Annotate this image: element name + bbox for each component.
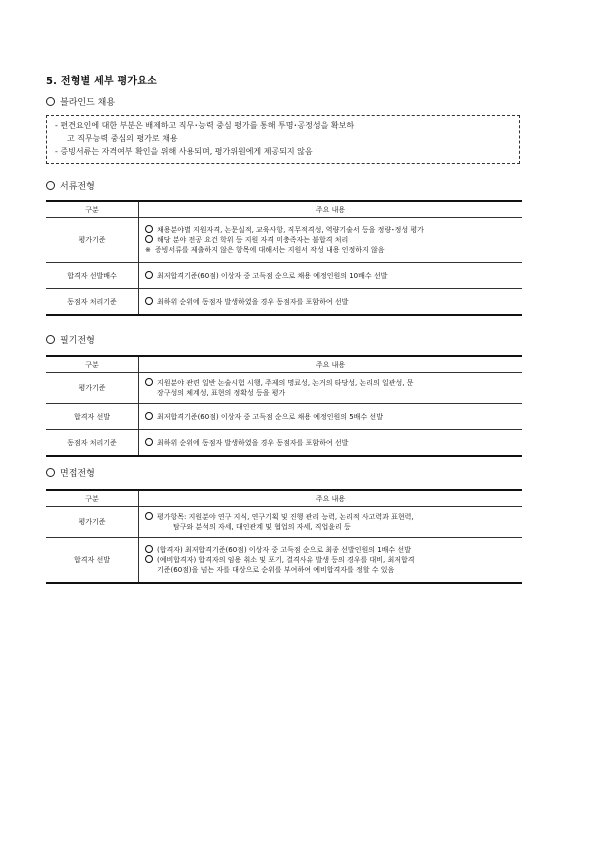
column-header-category: 구분 bbox=[46, 490, 139, 507]
note-line: - 편견요인에 대한 부분은 배제하고 직무･능력 중심 평가를 통해 투명･공정성을 확보하 bbox=[55, 121, 355, 130]
circle-bullet-icon bbox=[145, 297, 153, 305]
content-continuation: 장구성의 체계성, 표현의 정확성 등을 평가 bbox=[157, 389, 286, 397]
circle-bullet-icon bbox=[145, 555, 153, 563]
row-content bbox=[139, 218, 523, 263]
row-label: 동점자 처리기준 bbox=[46, 430, 139, 457]
row-content bbox=[139, 430, 523, 457]
note-line: - 증빙서류는 자격여부 확인을 위해 사용되며, 평가위원에게 제공되지 않음 bbox=[55, 147, 313, 156]
content-line: 평가항목: 지원분야 연구 지식, 연구기획 및 진행 관리 능력, 논리적 사고력과 표현력, bbox=[157, 513, 414, 521]
written-stage-title: 필기전형 bbox=[60, 336, 95, 346]
note-line: 고 직무능력 중심의 평가로 채용 bbox=[67, 134, 178, 143]
written-stage-subtitle bbox=[46, 333, 95, 346]
content-line: (예비합격자) 합격자의 임용 취소 및 포기, 결격사유 발생 등의 경우를 대비, 최저합격 bbox=[157, 556, 415, 564]
row-label: 합격자 선발 bbox=[46, 538, 139, 584]
circle-icon bbox=[46, 335, 55, 344]
content-line: 해당 분야 전공 요건 학위 등 지원 자격 미충족자는 불합격 처리 bbox=[157, 236, 349, 244]
circle-bullet-icon bbox=[145, 512, 153, 520]
table-row bbox=[46, 507, 522, 538]
content-line: 지원분야 관련 일반 논술시험 시행, 주제의 명료성, 논거의 타당성, 논리의 일관성, 문 bbox=[157, 379, 414, 387]
content-continuation: 탐구와 분석의 자세, 대인관계 및 협업의 자세, 직업윤리 등 bbox=[173, 523, 351, 531]
content-continuation: 기준(60점)을 넘는 자를 대상으로 순위를 부여하여 예비합격자를 정할 수 있음 bbox=[157, 566, 395, 574]
document-stage-subtitle bbox=[46, 179, 95, 192]
row-label: 합격자 선발배수 bbox=[46, 263, 139, 289]
written-stage-table bbox=[46, 355, 522, 457]
circle-bullet-icon bbox=[145, 235, 153, 243]
row-content bbox=[139, 538, 523, 584]
circle-bullet-icon bbox=[145, 545, 153, 553]
column-header-category: 구분 bbox=[46, 356, 139, 373]
circle-bullet-icon bbox=[145, 271, 153, 279]
interview-stage-title: 면접전형 bbox=[60, 469, 95, 479]
column-header-content: 주요 내용 bbox=[139, 490, 523, 507]
row-content bbox=[139, 507, 523, 538]
blind-hiring-notes bbox=[46, 115, 520, 164]
circle-icon bbox=[46, 181, 55, 190]
row-content bbox=[139, 404, 523, 430]
row-label: 평가기준 bbox=[46, 373, 139, 404]
content-line: 채용분야별 지원자격, 논문실적, 교육사항, 직무적격성, 역량기술서 등을 정량･정성 평가 bbox=[157, 226, 424, 234]
row-content bbox=[139, 289, 523, 316]
interview-stage-subtitle bbox=[46, 466, 95, 479]
table-row bbox=[46, 404, 522, 430]
row-content bbox=[139, 263, 523, 289]
column-header-content: 주요 내용 bbox=[139, 201, 523, 218]
table-header-row bbox=[46, 356, 522, 373]
row-label: 평가기준 bbox=[46, 218, 139, 263]
column-header-content: 주요 내용 bbox=[139, 356, 523, 373]
circle-bullet-icon bbox=[145, 438, 153, 446]
table-row bbox=[46, 263, 522, 289]
row-content bbox=[139, 373, 523, 404]
circle-bullet-icon bbox=[145, 225, 153, 233]
column-header-category: 구분 bbox=[46, 201, 139, 218]
table-row bbox=[46, 373, 522, 404]
reference-mark-icon: ※ bbox=[145, 246, 151, 254]
section-heading: 5. 전형별 세부 평가요소 bbox=[46, 76, 157, 87]
table-header-row bbox=[46, 201, 522, 218]
circle-icon bbox=[46, 468, 55, 477]
table-row bbox=[46, 538, 522, 584]
interview-stage-table bbox=[46, 489, 522, 584]
row-label: 합격자 선발 bbox=[46, 404, 139, 430]
document-stage-table bbox=[46, 200, 522, 316]
row-label: 평가기준 bbox=[46, 507, 139, 538]
content-note: 증빙서류를 제출하지 않은 항목에 대해서는 지원서 작성 내용 인정하지 않음 bbox=[154, 246, 385, 254]
table-header-row bbox=[46, 490, 522, 507]
content-line: 최하위 순위에 동점자 발생하였을 경우 동점자를 포함하여 선발 bbox=[157, 438, 349, 447]
table-row bbox=[46, 289, 522, 316]
blind-hiring-subtitle bbox=[46, 95, 115, 108]
content-line: 최저합격기준(60점) 이상자 중 고득점 순으로 채용 예정인원의 5배수 선발 bbox=[157, 412, 383, 421]
document-stage-title: 서류전형 bbox=[60, 182, 95, 192]
content-line: 최저합격기준(60점) 이상자 중 고득점 순으로 채용 예정인원의 10배수 선발 bbox=[157, 271, 388, 280]
circle-bullet-icon bbox=[145, 378, 153, 386]
table-row bbox=[46, 218, 522, 263]
content-line: 최하위 순위에 동점자 발생하였을 경우 동점자를 포함하여 선발 bbox=[157, 297, 349, 306]
table-row bbox=[46, 430, 522, 457]
blind-hiring-title: 블라인드 채용 bbox=[60, 98, 116, 108]
row-label: 동점자 처리기준 bbox=[46, 289, 139, 316]
content-line: (합격자) 최저합격기준(60점) 이상자 중 고득점 순으로 최종 선발인원의 1배수 선발 bbox=[157, 546, 411, 554]
circle-icon bbox=[46, 97, 55, 106]
circle-bullet-icon bbox=[145, 412, 153, 420]
